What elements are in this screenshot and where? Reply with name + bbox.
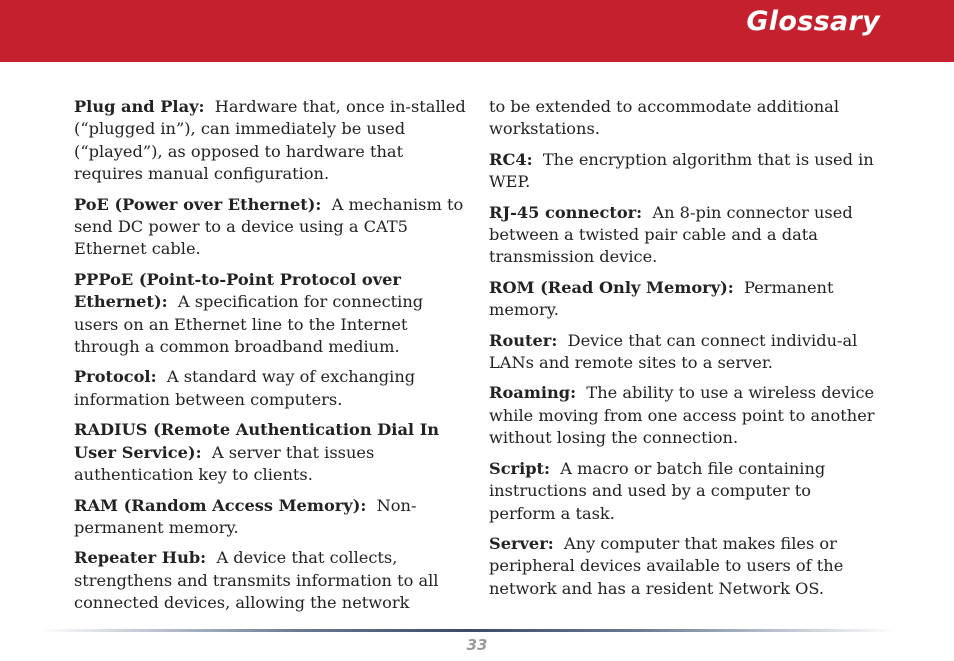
glossary-entry-rj45: [489, 202, 881, 269]
glossary-entry-continuation: [489, 96, 881, 141]
glossary-definition: A mechanism to send DC power to a device using a CAT5 Ethernet cable.: [74, 194, 464, 259]
glossary-entry-ram: [74, 495, 469, 540]
glossary-term: PoE (Power over Ethernet):: [74, 194, 322, 214]
glossary-entry-script: [489, 458, 881, 525]
glossary-definition: An 8-pin connector used between a twisted pair cable and a data transmission device.: [489, 202, 853, 267]
glossary-entry-rc4: [489, 149, 881, 194]
glossary-entry-server: [489, 533, 881, 600]
glossary-definition: A server that issues authentication key to clients.: [74, 442, 375, 485]
glossary-definition: Non-permanent memory.: [74, 495, 417, 537]
glossary-definition: A macro or batch file containing instructions and used by a computer to perform a task.: [489, 458, 826, 523]
page-number: 33: [466, 636, 488, 654]
glossary-definition: The ability to use a wireless device while moving from one access point to another without losing the connection.: [489, 383, 875, 448]
glossary-term: Roaming:: [489, 383, 577, 403]
glossary-term: Router:: [489, 330, 558, 350]
glossary-entry-radius: [74, 419, 469, 486]
glossary-entry-rom: [489, 277, 881, 322]
glossary-entry-roaming: [489, 382, 881, 449]
glossary-term: RJ-45 connector:: [489, 202, 643, 222]
glossary-definition: Device that can connect individu-al LANs and remote sites to a server.: [489, 330, 858, 373]
glossary-term: Protocol:: [74, 367, 157, 387]
glossary-term: RADIUS (Remote Authentication Dial In User Service):: [74, 420, 440, 462]
glossary-term: RC4:: [489, 149, 533, 169]
glossary-definition: A standard way of exchanging information between computers.: [74, 367, 416, 409]
glossary-entry-router: [489, 330, 881, 375]
glossary-definition: A specification for connecting users on an Ethernet line to the Internet through a common broadband medium.: [74, 292, 424, 357]
glossary-definition: Hardware that, once in-stalled (“plugged in”), can immediately be used (“played”), as opposed to hardware that requires manual configuration.: [74, 97, 466, 184]
glossary-term: Server:: [489, 533, 554, 553]
glossary-definition: The encryption algorithm that is used in WEP.: [489, 149, 874, 192]
page-title: Glossary: [746, 6, 880, 37]
glossary-entry-pppoe: [74, 269, 469, 359]
glossary-column-left: [74, 96, 469, 623]
glossary-definition: A device that collects, strengthens and transmits information to all connected devices, allowing the network: [74, 548, 439, 613]
glossary-term: ROM (Read Only Memory):: [489, 277, 734, 297]
glossary-term: PPPoE (Point-to-Point Protocol over Ethernet):: [74, 269, 401, 312]
glossary-entry-plug-and-play: [74, 96, 469, 186]
glossary-definition: Permanent memory.: [489, 277, 834, 320]
footer-divider: [40, 629, 895, 632]
glossary-definition: to be extended to accommodate additional workstations.: [489, 97, 839, 139]
glossary-column-right: [489, 96, 881, 608]
glossary-entry-protocol: [74, 366, 469, 411]
glossary-term: Script:: [489, 458, 550, 478]
header-banner: [0, 0, 954, 62]
glossary-term: RAM (Random Access Memory):: [74, 495, 367, 515]
glossary-entry-poe: [74, 194, 469, 261]
glossary-entry-repeater-hub: [74, 547, 469, 614]
glossary-definition: Any computer that makes files or peripheral devices available to users of the network and has a resident Network OS.: [489, 533, 844, 598]
glossary-term: Plug and Play:: [74, 97, 205, 116]
glossary-term: Repeater Hub:: [74, 548, 207, 568]
